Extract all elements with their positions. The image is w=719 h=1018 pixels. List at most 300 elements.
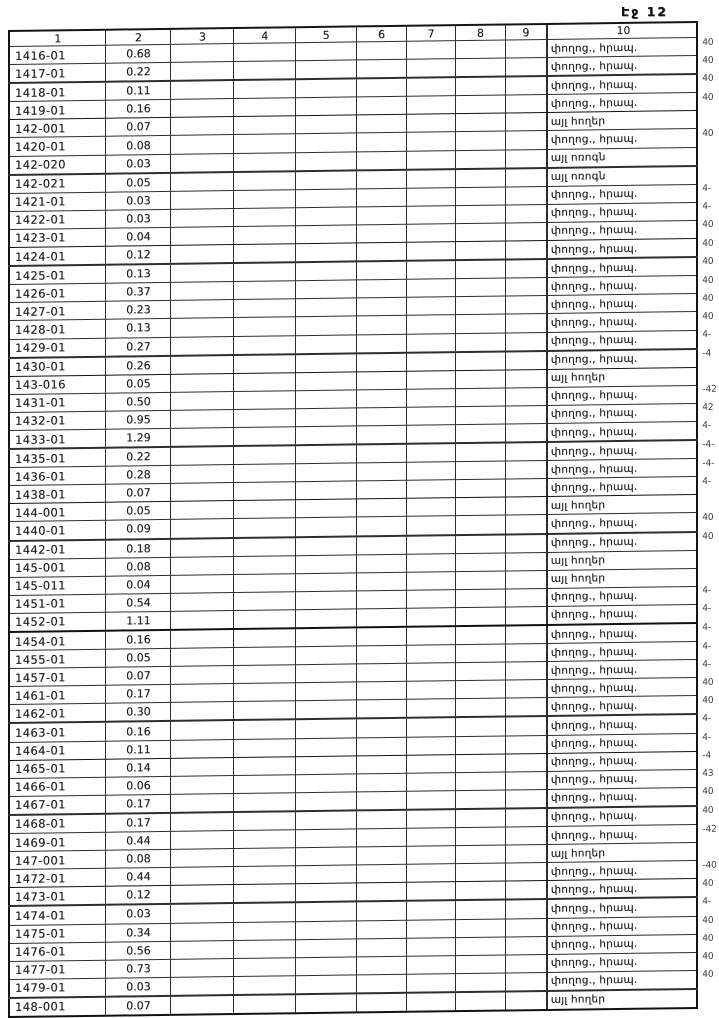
cell-empty: [407, 846, 456, 865]
cell-empty: [455, 790, 505, 809]
cell-empty: [407, 205, 456, 224]
cell-empty: [357, 645, 407, 664]
cell-area-value: 0.30: [106, 703, 171, 722]
cell-area-value: 0.05: [106, 173, 171, 192]
margin-note: 40: [702, 878, 714, 889]
cell-land-use: փողոց., հրապ.: [546, 970, 697, 991]
cell-empty: [296, 390, 357, 409]
margin-note: 40: [702, 805, 714, 816]
cell-area-value: 0.44: [106, 868, 171, 887]
cell-empty: [171, 702, 234, 721]
cell-empty: [171, 300, 234, 319]
cell-empty: [296, 902, 357, 921]
cell-empty: [407, 608, 456, 627]
cell-empty: [357, 791, 407, 810]
margin-note: 40: [702, 55, 714, 66]
cell-empty: [407, 589, 456, 608]
cell-empty: [505, 168, 546, 187]
cell-empty: [171, 465, 234, 484]
cell-empty: [357, 993, 407, 1013]
cell-empty: [505, 240, 546, 259]
cell-empty: [171, 922, 234, 941]
cell-empty: [171, 648, 234, 667]
cell-area-value: 0.12: [106, 245, 171, 264]
cell-parcel-code: 1475-01: [9, 924, 106, 943]
cell-empty: [171, 538, 234, 557]
cell-empty: [171, 574, 234, 593]
cell-empty: [171, 976, 234, 995]
cell-empty: [234, 61, 296, 80]
cell-land-use: փողոց., հրապ.: [546, 312, 697, 332]
cell-empty: [505, 570, 546, 589]
cell-empty: [455, 900, 505, 919]
cell-parcel-code: 1416-01: [9, 45, 106, 64]
cell-empty: [171, 666, 234, 685]
margin-note: -42: [702, 824, 717, 835]
cell-empty: [407, 992, 456, 1012]
cell-empty: [234, 903, 296, 922]
cell-land-use: փողոց., հրապ.: [546, 184, 697, 204]
cell-area-value: 0.08: [106, 849, 171, 868]
cell-empty: [171, 885, 234, 904]
cell-empty: [455, 332, 505, 351]
margin-note: 40: [702, 531, 714, 542]
cell-land-use: փողոց., հրապ.: [546, 385, 697, 405]
cell-area-value: 0.07: [106, 996, 171, 1016]
cell-area-value: 0.03: [106, 977, 171, 996]
margin-note: 40: [702, 311, 714, 322]
cell-area-value: 0.68: [106, 44, 171, 63]
cell-empty: [357, 828, 407, 847]
cell-empty: [357, 956, 407, 975]
cell-empty: [234, 500, 296, 519]
margin-note: 40: [702, 238, 714, 249]
margin-note: [697, 842, 718, 860]
cell-area-value: 0.54: [106, 593, 171, 612]
cell-area-value: 0.03: [106, 904, 171, 923]
cell-area-value: 1.29: [106, 428, 171, 447]
cell-empty: [407, 937, 456, 956]
margin-note: -40: [702, 860, 717, 871]
cell-parcel-code: 1436-01: [9, 466, 106, 485]
cell-parcel-code: 143-016: [9, 375, 106, 394]
cell-empty: [505, 698, 546, 717]
cell-parcel-code: 1432-01: [9, 411, 106, 430]
cell-empty: [357, 682, 407, 701]
cell-empty: [407, 955, 456, 974]
cell-empty: [505, 625, 546, 644]
column-header: 1: [9, 30, 106, 47]
cell-area-value: 0.14: [106, 758, 171, 777]
cell-parcel-code: 1451-01: [9, 594, 106, 613]
cell-empty: [234, 335, 296, 354]
cell-empty: [407, 260, 456, 279]
cell-empty: [296, 463, 357, 482]
cell-empty: [505, 39, 546, 58]
cell-empty: [407, 718, 456, 737]
cell-empty: [234, 738, 296, 757]
cell-empty: [234, 683, 296, 702]
cell-empty: [296, 573, 357, 592]
column-header: 9: [505, 24, 546, 40]
cell-empty: [357, 151, 407, 170]
margin-note: -4: [702, 348, 712, 359]
cell-empty: [234, 701, 296, 720]
margin-note: 4-: [702, 622, 712, 633]
cell-empty: [455, 388, 505, 407]
cell-empty: [296, 408, 357, 427]
cell-empty: [171, 80, 234, 99]
margin-note: [697, 550, 718, 568]
cell-empty: [505, 991, 546, 1011]
cell-land-use: փողոց., հրապ.: [546, 532, 697, 553]
cell-empty: [505, 423, 546, 442]
cell-parcel-code: 1420-01: [9, 137, 106, 156]
cell-parcel-code: 1474-01: [9, 905, 106, 925]
cell-empty: [171, 757, 234, 776]
cell-parcel-code: 144-001: [9, 503, 106, 522]
cell-empty: [407, 626, 456, 645]
cell-empty: [407, 333, 456, 352]
margin-note: [697, 165, 718, 184]
cell-empty: [455, 260, 505, 279]
cell-empty: [455, 406, 505, 425]
cell-parcel-code: 1477-01: [9, 960, 106, 979]
cell-empty: [296, 756, 357, 775]
cell-area-value: 0.03: [106, 154, 171, 173]
cell-area-value: 0.26: [106, 355, 171, 374]
cell-empty: [455, 58, 505, 77]
cell-land-use: այլ հողեր: [546, 111, 697, 131]
cell-empty: [505, 204, 546, 223]
margin-note: 42: [702, 403, 714, 414]
cell-land-use: փողոց., հրապ.: [546, 403, 697, 423]
cell-empty: [171, 501, 234, 520]
cell-empty: [407, 315, 456, 334]
cell-parcel-code: 1438-01: [9, 484, 106, 503]
cell-empty: [505, 351, 546, 370]
cell-empty: [357, 169, 407, 188]
cell-empty: [357, 352, 407, 371]
cell-empty: [407, 772, 456, 791]
cell-parcel-code: 1419-01: [9, 100, 106, 119]
cell-parcel-code: 1467-01: [9, 795, 106, 815]
cell-land-use: փողոց., հրապ.: [546, 421, 697, 442]
cell-parcel-code: 1430-01: [9, 356, 106, 376]
cell-empty: [505, 771, 546, 790]
cell-area-value: 0.22: [106, 62, 171, 81]
cell-empty: [505, 278, 546, 297]
cell-land-use: փողոց., հրապ.: [546, 861, 697, 881]
cell-empty: [171, 903, 234, 922]
margin-note: -4: [702, 750, 712, 762]
cell-empty: [296, 151, 357, 170]
cell-empty: [296, 993, 357, 1013]
margin-note: -4-: [702, 458, 715, 469]
cell-parcel-code: 1454-01: [9, 631, 106, 651]
cell-empty: [171, 483, 234, 502]
margin-note: 40: [702, 677, 714, 688]
cell-parcel-code: 1462-01: [9, 704, 106, 724]
cell-empty: [171, 812, 234, 831]
cell-empty: [234, 372, 296, 391]
cell-empty: [407, 663, 456, 682]
cell-empty: [455, 40, 505, 59]
cell-land-use: փողոց., հրապ.: [546, 879, 697, 900]
cell-empty: [171, 721, 234, 740]
cell-parcel-code: 1417-01: [9, 63, 106, 83]
cell-empty: [296, 810, 357, 829]
cell-parcel-code: 1469-01: [9, 832, 106, 851]
cell-empty: [171, 867, 234, 886]
cell-area-value: 0.44: [106, 831, 171, 850]
cell-empty: [357, 920, 407, 939]
cell-area-value: 0.17: [106, 813, 171, 832]
margin-note: 40: [702, 275, 714, 286]
cell-empty: [407, 59, 456, 78]
cell-empty: [407, 553, 456, 572]
cell-empty: [455, 644, 505, 663]
cell-area-value: 0.12: [106, 886, 171, 905]
cell-empty: [171, 190, 234, 209]
cell-empty: [407, 809, 456, 828]
margin-note: 40: [702, 293, 714, 304]
cell-empty: [357, 499, 407, 518]
cell-empty: [455, 278, 505, 297]
cell-empty: [357, 554, 407, 573]
column-header: 8: [455, 24, 505, 40]
cell-empty: [407, 114, 456, 133]
cell-parcel-code: 1466-01: [9, 777, 106, 796]
cell-empty: [505, 662, 546, 681]
cell-empty: [234, 317, 296, 336]
cell-land-use: փողոց., հրապ.: [546, 459, 697, 479]
cell-empty: [407, 242, 456, 261]
cell-empty: [234, 226, 296, 245]
cell-land-use: փողոց., հրապ.: [546, 623, 697, 644]
cell-empty: [234, 720, 296, 739]
cell-land-use: փողոց., հրապ.: [546, 276, 697, 296]
cell-empty: [234, 921, 296, 940]
cell-empty: [234, 208, 296, 227]
cell-land-use: փողոց., հրապ.: [546, 897, 697, 918]
cell-empty: [407, 224, 456, 243]
cell-empty: [455, 515, 505, 534]
cell-empty: [171, 99, 234, 118]
cell-empty: [357, 407, 407, 426]
cell-empty: [505, 826, 546, 845]
cell-area-value: 0.17: [106, 794, 171, 813]
cell-empty: [296, 207, 357, 226]
cell-land-use: փողոց., հրապ.: [546, 751, 697, 771]
cell-empty: [171, 958, 234, 977]
cell-empty: [296, 957, 357, 976]
cell-empty: [234, 464, 296, 483]
cell-land-use: փողոց., հրապ.: [546, 513, 697, 534]
cell-empty: [455, 553, 505, 572]
cell-parcel-code: 1452-01: [9, 612, 106, 632]
cell-empty: [505, 332, 546, 351]
cell-empty: [505, 515, 546, 534]
cell-empty: [505, 644, 546, 663]
cell-empty: [296, 115, 357, 134]
cell-land-use: փողոց., հրապ.: [546, 934, 697, 954]
cell-empty: [407, 297, 456, 316]
cell-empty: [234, 482, 296, 501]
cell-empty: [171, 592, 234, 611]
cell-empty: [296, 847, 357, 866]
cell-empty: [505, 899, 546, 918]
cell-empty: [455, 607, 505, 626]
cell-empty: [296, 883, 357, 902]
cell-empty: [455, 680, 505, 699]
cell-empty: [234, 262, 296, 281]
margin-note: 40: [702, 256, 714, 268]
cell-parcel-code: 1435-01: [9, 448, 106, 468]
cell-land-use: փողոց., հրապ.: [546, 37, 697, 57]
cell-empty: [171, 44, 234, 63]
cell-empty: [455, 845, 505, 864]
cell-land-use: այլ ոռոգն: [546, 147, 697, 168]
cell-empty: [505, 131, 546, 150]
cell-empty: [357, 115, 407, 134]
cell-empty: [455, 973, 505, 992]
cell-empty: [505, 314, 546, 333]
cell-area-value: 0.07: [106, 667, 171, 686]
margin-note: [697, 568, 718, 586]
margin-note: 4-: [702, 604, 712, 615]
cell-area-value: 0.17: [106, 685, 171, 704]
margin-note: [697, 989, 718, 1008]
cell-empty: [296, 225, 357, 244]
cell-area-value: 0.73: [106, 959, 171, 978]
cell-parcel-code: 1422-01: [9, 210, 106, 229]
cell-empty: [296, 829, 357, 848]
cell-area-value: 0.13: [106, 264, 171, 283]
cell-empty: [455, 314, 505, 333]
cell-empty: [407, 96, 456, 115]
cell-empty: [357, 242, 407, 261]
cell-empty: [505, 222, 546, 241]
cell-empty: [234, 116, 296, 135]
margin-header: [697, 22, 718, 38]
cell-empty: [407, 370, 456, 389]
cell-empty: [296, 243, 357, 262]
cell-area-value: 0.27: [106, 337, 171, 356]
cell-area-value: 0.04: [106, 227, 171, 246]
cell-empty: [407, 388, 456, 407]
margin-note: 40: [702, 915, 714, 926]
cell-land-use: փողոց., հրապ.: [546, 220, 697, 240]
cell-empty: [296, 664, 357, 683]
column-header: 2: [106, 29, 171, 45]
cell-empty: [357, 755, 407, 774]
cell-empty: [234, 445, 296, 464]
column-header: 3: [171, 28, 234, 44]
column-header: 7: [407, 25, 456, 41]
cell-empty: [455, 351, 505, 370]
cell-empty: [296, 170, 357, 189]
margin-note: 4-: [702, 202, 712, 213]
cell-empty: [505, 186, 546, 205]
cell-land-use: փողոց., հրապ.: [546, 825, 697, 845]
cell-empty: [455, 698, 505, 717]
cell-parcel-code: 145-001: [9, 558, 106, 577]
cell-empty: [505, 387, 546, 406]
cell-empty: [171, 428, 234, 447]
cell-empty: [357, 188, 407, 207]
cell-empty: [505, 76, 546, 95]
cell-empty: [505, 881, 546, 900]
margin-note: 40: [702, 128, 714, 139]
margin-note: 4-: [702, 897, 712, 908]
cell-area-value: 0.06: [106, 776, 171, 795]
cell-land-use: այլ հողեր: [546, 989, 697, 1010]
cell-empty: [357, 41, 407, 60]
cell-empty: [171, 940, 234, 959]
column-header: 10: [546, 22, 697, 39]
cell-empty: [505, 789, 546, 808]
cell-land-use: այլ ոռոգն: [546, 166, 697, 187]
cell-empty: [357, 444, 407, 463]
cell-empty: [357, 773, 407, 792]
cell-empty: [455, 863, 505, 882]
cell-empty: [407, 736, 456, 755]
cell-empty: [171, 391, 234, 410]
cell-empty: [357, 535, 407, 554]
cell-empty: [357, 389, 407, 408]
margin-note: 4-: [702, 184, 712, 195]
cell-land-use: փողոց., հրապ.: [546, 952, 697, 972]
cell-empty: [407, 132, 456, 151]
cell-empty: [171, 135, 234, 154]
cell-empty: [505, 149, 546, 168]
cell-empty: [357, 974, 407, 993]
cell-area-value: 0.04: [106, 575, 171, 594]
cell-empty: [171, 556, 234, 575]
cell-area-value: 0.23: [106, 301, 171, 320]
cell-empty: [505, 405, 546, 424]
margin-note: [697, 495, 718, 513]
cell-empty: [505, 95, 546, 114]
cell-empty: [357, 133, 407, 152]
cell-empty: [357, 572, 407, 591]
cell-empty: [296, 646, 357, 665]
cell-land-use: փողոց., հրապ.: [546, 586, 697, 606]
cell-empty: [505, 606, 546, 625]
cell-empty: [407, 187, 456, 206]
cell-area-value: 0.11: [106, 81, 171, 100]
margin-note: 40: [702, 695, 714, 706]
cell-empty: [505, 954, 546, 973]
cell-empty: [505, 259, 546, 278]
cell-empty: [505, 716, 546, 735]
cell-empty: [455, 589, 505, 608]
cell-land-use: փողոց., հրապ.: [546, 239, 697, 260]
margin-note: 4-: [702, 659, 712, 670]
cell-empty: [296, 444, 357, 463]
cell-empty: [296, 316, 357, 335]
cell-empty: [296, 536, 357, 555]
cell-land-use: փողոց., հրապ.: [546, 349, 697, 370]
cell-empty: [171, 739, 234, 758]
cell-empty: [357, 334, 407, 353]
cell-empty: [296, 353, 357, 372]
cell-parcel-code: 1442-01: [9, 539, 106, 559]
cell-area-value: 0.16: [106, 721, 171, 740]
cell-area-value: 0.07: [106, 118, 171, 137]
cell-empty: [407, 41, 456, 60]
